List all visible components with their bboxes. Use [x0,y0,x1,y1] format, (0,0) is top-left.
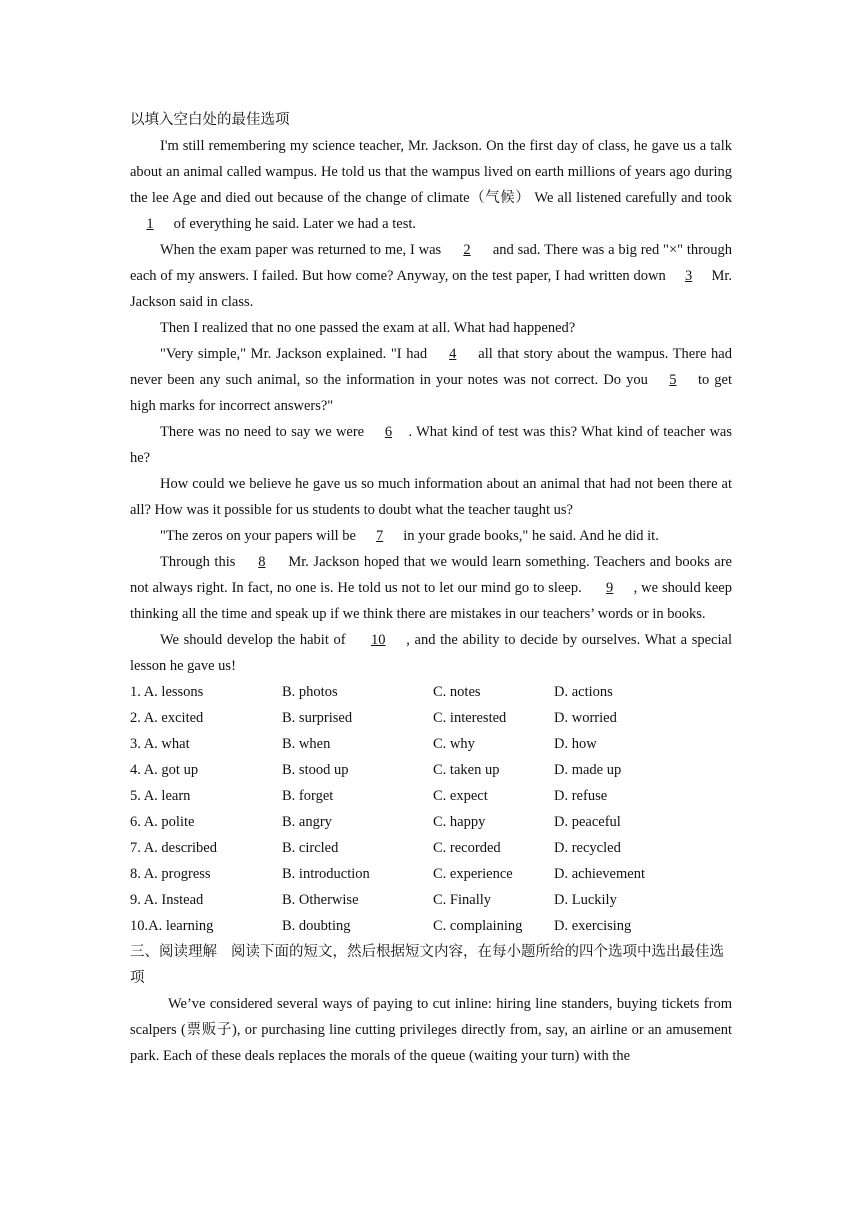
option-row [130,913,732,939]
paragraph-8: Through this 8 Mr. Jackson hoped that we would learn something. Teachers and books are not always right. In fact, no one is. He told us not to let our mind go to sleep. 9 , we should keep thinking all the time and speak up if we think there are mistakes in our teachers’ words or in books. [130,549,732,627]
option-d: D. Luckily [554,892,617,908]
option-b: B. Otherwise [282,892,359,908]
instruction-line: 以填入空白处的最佳选项 [130,112,290,128]
option-b: B. angry [282,814,332,830]
option-d: D. how [554,736,597,752]
option-b: B. surprised [282,710,353,726]
paragraph-1: I'm still remembering my science teacher, Mr. Jackson. On the first day of class, he gave us a talk about an animal called wampus. He told us that the wampus lived on earth millions of years ago during the lee Age and died out because of the change of climate（气候） We all listened carefully and took 1 of everything he said. Later we had a test. [130,133,732,237]
option-c: C. Finally [433,892,492,908]
option-d: D. refuse [554,788,608,804]
option-b: B. introduction [282,866,370,882]
paragraph-9: We should develop the habit of 10 , and the ability to decide by ourselves. What a special lesson he gave us! [130,627,732,679]
option-d: D. exercising [554,918,632,934]
blank-4: 4 [449,346,457,362]
option-d: D. achievement [554,866,645,882]
document-page [130,107,732,1069]
option-a: 8. A. progress [130,866,211,882]
option-b: B. stood up [282,762,349,778]
option-b: B. doubting [282,918,351,934]
blank-9: 9 [606,580,614,596]
paragraph-3: Then I realized that no one passed the exam at all. What had happened? [160,320,576,336]
option-row [130,679,732,705]
option-c: C. why [433,736,475,752]
option-c: C. recorded [433,840,501,856]
option-row [130,705,732,731]
option-row [130,757,732,783]
blank-2: 2 [463,242,471,258]
blank-1: 1 [146,216,154,232]
option-a: 4. A. got up [130,762,199,778]
option-b: B. circled [282,840,339,856]
paragraph-2: When the exam paper was returned to me, I was 2 and sad. There was a big red "×" through each of my answers. I failed. But how come? Anyway, on the test paper, I had written down 3 Mr. Jackson said in class. [130,237,732,315]
option-c: C. interested [433,710,507,726]
option-b: B. when [282,736,331,752]
paragraph-6: How could we believe he gave us so much information about an animal that had not been there at all? How was it possible for us students to doubt what the teacher taught us? [130,476,732,518]
option-d: D. made up [554,762,622,778]
blank-6: 6 [384,424,393,440]
reading-paragraph: We’ve considered several ways of paying to cut inline: hiring line standers, buying tickets from scalpers (票贩子), or purchasing line cutting privileges directly from, say, an airline or an amusement park. Each of these deals replaces the morals of the queue (waiting your turn) with the [130,996,732,1064]
section-3-title: 三、阅读理解 [130,944,217,960]
option-a: 2. A. excited [130,710,204,726]
option-row [130,887,732,913]
option-c: C. expect [433,788,488,804]
paragraph-7: "The zeros on your papers will be 7 in your grade books," he said. And he did it. [130,523,732,549]
option-c: C. taken up [433,762,500,778]
option-row [130,809,732,835]
option-a: 10.A. learning [130,918,214,934]
option-a: 1. A. lessons [130,684,204,700]
option-a: 7. A. described [130,840,217,856]
options-list [130,679,732,939]
section-3-instruction: 阅读下面的短文，然后根据短文内容，在每小题所给的四个选项中选出最佳选项 [130,944,724,986]
paragraph-5: There was no need to say we were 6 . What kind of test was this? What kind of teacher was he? [130,419,732,471]
option-row [130,783,732,809]
option-d: D. worried [554,710,617,726]
option-row [130,861,732,887]
option-c: C. complaining [433,918,523,934]
option-c: C. experience [433,866,513,882]
blank-10: 10 [371,632,386,648]
section-3-header [130,939,732,991]
paragraph-4: "Very simple," Mr. Jackson explained. "I had 4 all that story about the wampus. There had never been any such animal, so the information in your notes was not correct. Do you 5 to get high marks for incorrect answers?" [130,341,732,419]
option-d: D. recycled [554,840,621,856]
option-d: D. actions [554,684,613,700]
option-b: B. forget [282,788,334,804]
option-d: D. peaceful [554,814,621,830]
option-row [130,731,732,757]
blank-7: 7 [375,528,384,544]
blank-3: 3 [684,268,693,284]
option-b: B. photos [282,684,338,700]
option-a: 9. A. Instead [130,892,204,908]
blank-8: 8 [258,554,266,570]
option-row [130,835,732,861]
option-a: 5. A. learn [130,788,191,804]
option-a: 3. A. what [130,736,190,752]
option-c: C. notes [433,684,481,700]
option-a: 6. A. polite [130,814,195,830]
option-c: C. happy [433,814,486,830]
blank-5: 5 [669,372,677,388]
